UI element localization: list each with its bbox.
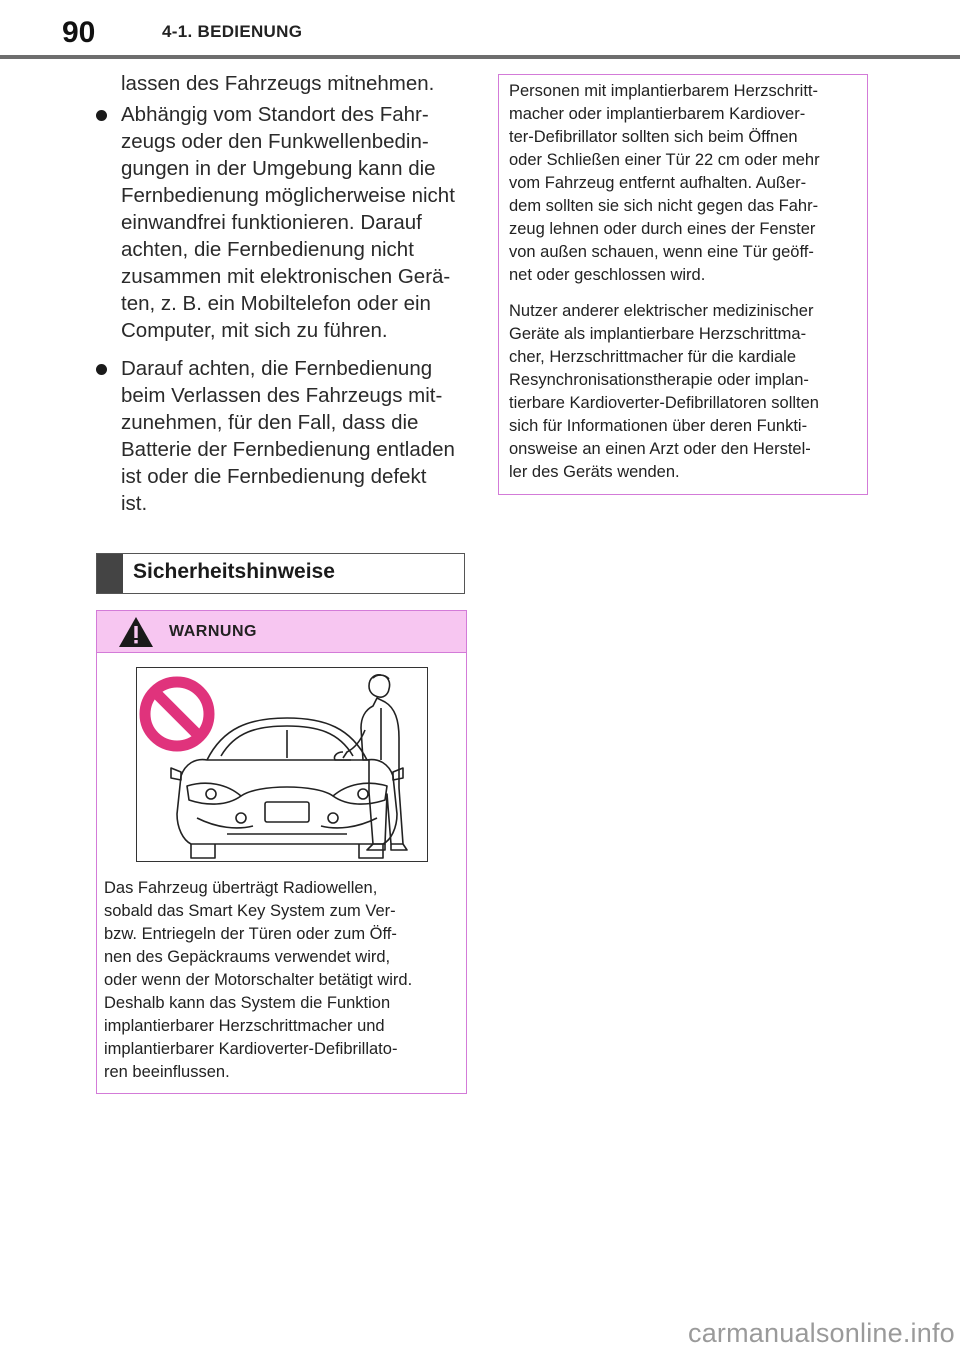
text-line: Abhängig vom Standort des Fahr-: [121, 103, 429, 126]
text-line: oder wenn der Motorschalter betätigt wird.: [104, 971, 413, 989]
text-line: sich für Informationen über deren Funkti-: [509, 417, 808, 435]
text-line: vom Fahrzeug entfernt aufhalten. Außer-: [509, 174, 807, 192]
car-illustration: [137, 668, 427, 861]
bullet-dot-icon: [96, 110, 107, 121]
text-line: Darauf achten, die Fernbedienung: [121, 357, 433, 380]
text-line: nen des Gepäckraums verwendet wird,: [104, 948, 391, 966]
text-line: ist.: [121, 492, 148, 515]
bullet-text: [121, 101, 468, 344]
prohibition-icon: [145, 682, 209, 746]
bullet-text: [121, 355, 468, 517]
warning-text: [104, 877, 459, 1084]
text-line: ist oder die Fernbedienung defekt: [121, 465, 427, 488]
text-line: net oder geschlossen wird.: [509, 266, 706, 284]
text-line: Fernbedienung möglicherweise nicht: [121, 184, 455, 207]
text-line: dem sollten sie sich nicht gegen das Fahr-: [509, 197, 819, 215]
text-line: oder Schließen einer Tür 22 cm oder mehr: [509, 151, 820, 169]
bullet-item-battery: [96, 355, 468, 517]
text-line: ter-Defibrillator sollten sich beim Öffnen: [509, 128, 798, 146]
text-line: gungen in der Umgebung kann die: [121, 157, 436, 180]
info-paragraph: [509, 300, 857, 484]
text-line: tierbare Kardioverter-Defibrillatoren sollten: [509, 394, 819, 412]
text-line: macher oder implantierbarem Kardiover-: [509, 105, 806, 123]
page-number: 90: [62, 16, 96, 49]
info-text: [509, 80, 857, 484]
header-rule: [0, 55, 960, 59]
text-line: implantierbarer Herzschrittmacher und: [104, 1017, 385, 1035]
footer-watermark: carmanualsonline.info: [688, 1318, 955, 1348]
text-line: onsweise an einen Arzt oder den Herstel-: [509, 440, 811, 458]
warning-box: [96, 610, 467, 1094]
text-line: implantierbarer Kardioverter-Defibrillato-: [104, 1040, 398, 1058]
section-heading: Sicherheitshinweise: [133, 560, 335, 583]
text-line: einwandfrei funktionieren. Darauf: [121, 211, 422, 234]
text-line: Deshalb kann das System die Funktion: [104, 994, 391, 1012]
text-line: beim Verlassen des Fahrzeugs mit-: [121, 384, 443, 407]
text-line: von außen schauen, wenn eine Tür geöff-: [509, 243, 814, 261]
text-line: Geräte als implantierbare Herzschrittma-: [509, 325, 807, 343]
section-title: 4-1. BEDIENUNG: [162, 22, 303, 41]
text-line: Batterie der Fernbedienung entladen: [121, 438, 455, 461]
warning-label: WARNUNG: [169, 623, 257, 640]
text-line: Personen mit implantierbarem Herzschritt-: [509, 82, 819, 100]
text-line: zunehmen, für den Fall, dass die: [121, 411, 419, 434]
text-line: Computer, mit sich zu führen.: [121, 319, 388, 342]
warning-continuation-box: [498, 74, 868, 495]
text-line: zeug lehnen oder durch eines der Fenster: [509, 220, 816, 238]
text-line: Nutzer anderer elektrischer medizinischer: [509, 302, 814, 320]
text-line: Resynchronisationstherapie oder implan-: [509, 371, 809, 389]
safety-section-header: [96, 553, 465, 594]
text-line: sobald das Smart Key System zum Ver-: [104, 902, 396, 920]
warning-illustration: [136, 667, 428, 862]
text-line: zusammen mit elektronischen Gerä-: [121, 265, 451, 288]
text-line: ren beeinflussen.: [104, 1063, 230, 1081]
bullet-dot-icon: [96, 364, 107, 375]
text-line: achten, die Fernbedienung nicht: [121, 238, 414, 261]
text-line: zeugs oder den Funkwellenbedin-: [121, 130, 429, 153]
text-line: cher, Herzschrittmacher für die kardiale: [509, 348, 797, 366]
text-line: Das Fahrzeug überträgt Radiowellen,: [104, 879, 378, 897]
section-tab: [97, 554, 123, 593]
text-line: bzw. Entriegeln der Türen oder zum Öff-: [104, 925, 397, 943]
continuation-line: lassen des Fahrzeugs mitnehmen.: [121, 72, 435, 95]
warning-header: [97, 611, 466, 653]
text-line: ten, z. B. ein Mobiltelefon oder ein: [121, 292, 431, 315]
warning-triangle-icon: [117, 615, 155, 649]
text-line: ler des Geräts wenden.: [509, 463, 680, 481]
bullet-item-range: [96, 101, 468, 344]
info-paragraph: [509, 80, 857, 287]
